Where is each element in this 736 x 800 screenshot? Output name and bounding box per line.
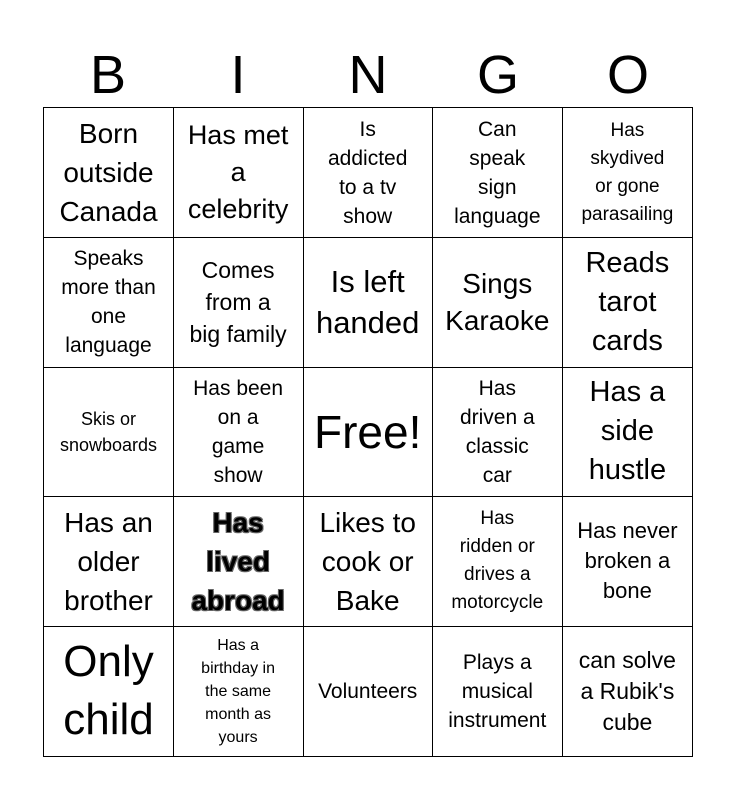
bingo-square[interactable] xyxy=(562,626,692,756)
bingo-square[interactable] xyxy=(303,367,433,497)
bingo-square[interactable] xyxy=(174,238,304,368)
bingo-square-label: Has ridden or drives a motorcycle xyxy=(451,508,544,614)
bingo-square-label: Sings Karaoke xyxy=(445,268,550,337)
bingo-square-label: Comes from a big family xyxy=(189,257,287,348)
header-letter-i: I xyxy=(230,45,246,105)
bingo-square[interactable] xyxy=(303,238,433,368)
header-letter-n: N xyxy=(348,45,388,105)
bingo-square-label: Can speak sign language xyxy=(454,117,541,228)
bingo-square[interactable] xyxy=(433,367,563,497)
bingo-square-label: Has met a celebrity xyxy=(187,120,289,224)
bingo-square-label: Free! xyxy=(314,405,422,458)
header-letter-o: O xyxy=(606,45,649,105)
bingo-square[interactable] xyxy=(174,108,304,238)
bingo-square-label: Born outside Canada xyxy=(59,118,158,227)
bingo-square-label: Has an older brother xyxy=(64,506,153,616)
bingo-square[interactable] xyxy=(44,108,174,238)
header-letter-b: B xyxy=(89,45,127,105)
bingo-square[interactable] xyxy=(562,108,692,238)
bingo-square[interactable] xyxy=(433,238,563,368)
bingo-square[interactable] xyxy=(562,367,692,497)
bingo-square-label: Has been on a game show xyxy=(193,376,284,487)
bingo-square[interactable] xyxy=(303,108,433,238)
bingo-square-label: Has never broken a bone xyxy=(577,518,678,604)
bingo-square-label: Plays a musical instrument xyxy=(448,650,547,732)
bingo-square[interactable] xyxy=(174,626,304,756)
bingo-square[interactable] xyxy=(303,626,433,756)
bingo-square-label: Has a side hustle xyxy=(588,376,667,487)
bingo-square[interactable] xyxy=(44,626,174,756)
bingo-square[interactable] xyxy=(44,497,174,627)
bingo-square[interactable] xyxy=(303,497,433,627)
bingo-square[interactable] xyxy=(174,497,304,627)
bingo-grid xyxy=(43,107,693,757)
bingo-square-label: Only child xyxy=(63,637,154,745)
bingo-square-label: Is left handed xyxy=(315,264,420,341)
bingo-square[interactable] xyxy=(44,238,174,368)
bingo-square-label: Has lived abroad xyxy=(191,506,285,616)
bingo-square[interactable] xyxy=(174,367,304,497)
bingo-square[interactable] xyxy=(562,238,692,368)
bingo-square[interactable] xyxy=(44,367,174,497)
bingo-square[interactable] xyxy=(433,108,563,238)
bingo-square-label: Has skydived or gone parasailing xyxy=(581,119,674,225)
bingo-square[interactable] xyxy=(433,497,563,627)
bingo-square-label: Likes to cook or Bake xyxy=(319,506,416,616)
bingo-square-label: Has driven a classic car xyxy=(459,376,535,487)
bingo-square-label: Is addicted to a tv show xyxy=(327,117,408,228)
bingo-square-label: Reads tarot cards xyxy=(585,246,670,357)
bingo-square[interactable] xyxy=(433,626,563,756)
bingo-square[interactable] xyxy=(562,497,692,627)
header-letter-g: G xyxy=(476,45,519,105)
bingo-square-label: Volunteers xyxy=(318,679,418,703)
bingo-square-label: Has a birthday in the same month as yours xyxy=(201,636,275,746)
bingo-header xyxy=(43,44,693,106)
bingo-square-label: Skis or snowboards xyxy=(59,408,158,455)
bingo-square-label: can solve a Rubik's cube xyxy=(578,646,676,735)
bingo-square-label: Speaks more than one language xyxy=(61,247,156,358)
